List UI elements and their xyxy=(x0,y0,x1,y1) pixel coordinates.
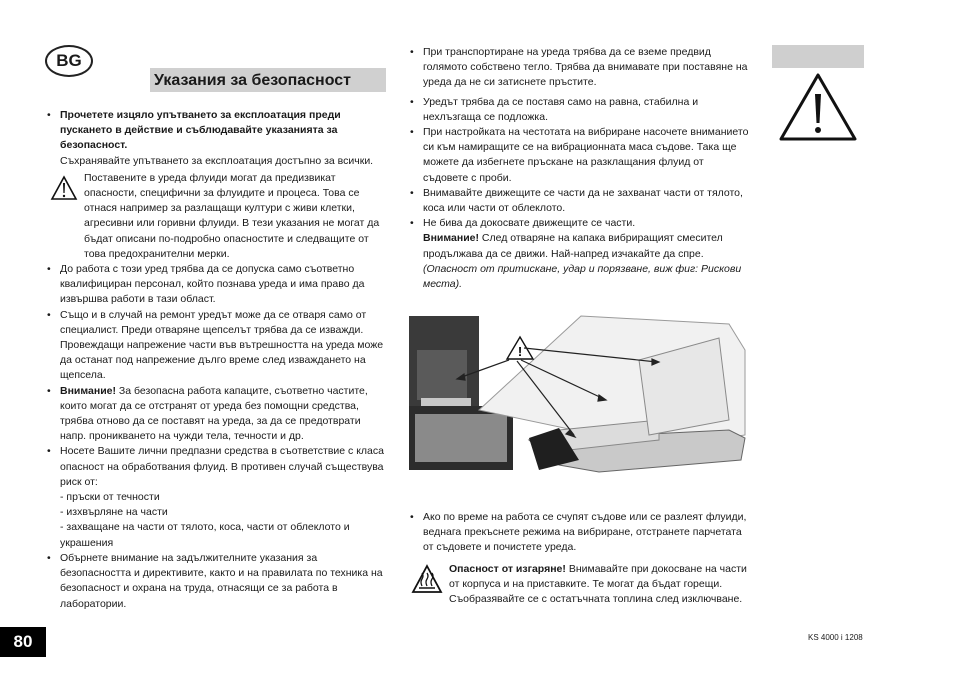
header-tab xyxy=(772,45,864,68)
sub-item: - пръски от течности xyxy=(60,491,160,504)
left-column xyxy=(46,108,386,612)
list-item-text: При транспортиране на уреда трябва да се вземе предвид голямото собствено тегло. Трябва да внимавате при поставяне на уреда да не си затиснете пръстите. xyxy=(423,46,748,89)
list-item-text: Също и в случай на ремонт уредът може да се отваря само от специалист. Преди отваряне щепселът трябва да се изважди. Провеждащи напрежение части във вътрешността на уреда може да останат под напрежение дълго време след изваждането на щепсела. xyxy=(60,308,384,382)
list-item-text: Ако по време на работа се счупят съдове или се разлеят флуиди, веднага прекъснете режима на вибриране, отстранете парчетата от съдовете и почистете уреда. xyxy=(423,511,747,554)
list-item-text: Внимавайте движещите се части да не захванат части от тялото, коса или части от облеклото. xyxy=(423,186,743,215)
svg-text:!: ! xyxy=(517,344,523,359)
warning-block xyxy=(46,171,386,262)
right-lower-column xyxy=(409,510,749,607)
list-item: • До работа с този уред трябва да се допуска само съответно квалифициран персонал, който познава уреда и има право да извършва работи в тази област. xyxy=(47,263,365,306)
hot-warning-text: Внимавайте при докосване на части от корпуса и на приставките. Те могат да бъдат горещи. Съобразявайте се с остатъчната топлина след изключване. xyxy=(449,562,747,606)
list-item: • Не бива да докосвате движещите се части. Внимание! След отваряне на капака вибриращият смесител продължава да се движи. Най-напред изчакайте да спре. (Опасност от притискане, удар и порязване, виж фиг: Рискови места). xyxy=(410,217,742,291)
list-item: • Обърнете внимание на задължителните указания за безопасността и директивите, както и на правилата по техника на безопасност и охрана на труда, отнасящи се за работа в лаборатории. xyxy=(47,551,383,610)
warning-text: Поставените в уреда флуиди могат да предизвикат опасности, специфични за флуидите и процеса. Това се отнася например за разлащащи култури с живи клетки, агресивни или горивни флуиди. В тези указания не могат да бъдат описани по-подробно опасностите и следващите от това предохранителни мерки. xyxy=(84,171,380,260)
list-item-text: До работа с този уред трябва да се допуска само съответно квалифициран персонал, който познава уреда и има право да извършва работи в тази област. xyxy=(60,263,365,306)
list-item: • При транспортиране на уреда трябва да се вземе предвид голямото собствено тегло. Трябва да внимавате при поставяне на уреда да не си затиснете пръстите. xyxy=(410,46,748,89)
list-item-text: Уредът трябва да се поставя само на равна, стабилна и нехлъзгаща се подложка. xyxy=(423,95,699,123)
document-code: KS 4000 i 1208 xyxy=(808,633,863,642)
right-column xyxy=(409,45,749,292)
list-item: • Носете Вашите лични предпазни средства в съответствие с класа опасност на обработвания флуид. В противен случай съществува риск от: xyxy=(47,445,384,488)
sub-item: - изхвърляне на части xyxy=(60,506,168,519)
list-item: • Ако по време на работа се счупят съдове или се разлеят флуиди, веднага прекъснете режима на вибриране, отстранете парчетата от съдовете и почистете уреда. xyxy=(410,511,747,554)
list-item: • Също и в случай на ремонт уредът може да се отваря само от специалист. Преди отваряне щепселът трябва да се изважди. Провеждащи напрежение части във вътрешността на уреда може да останат под напрежение дълго време след изваждането на щепсела. xyxy=(47,308,384,382)
page-number: 80 xyxy=(0,627,46,657)
list-item-text: За безопасна работа капаците, съответно частите, които могат да се отстранят от уреда без помощни средства, трябва отново да се поставят на уреда, за да се предотврати напр. проникването на чужди тела, течности и др. xyxy=(60,384,368,443)
list-item: • Внимание! За безопасна работа капаците, съответно частите, които могат да се отстранят от уреда без помощни средства, трябва отново да се поставят на уреда, за да се предотврати напр. проникването на чужди тела, течности и др. xyxy=(47,384,368,443)
list-item: • При настройката на честотата на вибриране насочете вниманието си към намиращите се на вибрационната маса съдове. Така ще можете да избегнете пръскане на разклащания флуид от съдовете с проби. xyxy=(410,126,749,184)
section-title: Указания за безопасност xyxy=(150,68,386,92)
warning-triangle-icon xyxy=(778,72,858,142)
sub-item: - захващане на части от тялото, коса, части от облеклото и украшения xyxy=(60,521,350,549)
instruction-bold: Прочетете изцяло упътването за експлоатация преди пускането в действие и съблюдавайте указанията за безопасност. xyxy=(60,109,341,152)
hot-warning-label: Опасност от изгаряне! xyxy=(449,562,566,575)
language-badge-label: BG xyxy=(56,51,82,70)
device-figure xyxy=(409,310,747,500)
list-item-text: След отваряне на капака вибриращият смесител продължава да се движи. Най-напред изчакайте да спре. xyxy=(423,232,723,260)
figure-reference: (Опасност от притискане, удар и порязване, виж фиг: Рискови места). xyxy=(423,262,742,291)
list-item: • Внимавайте движещите се части да не захванат части от тялото, коса или части от облеклото. xyxy=(410,186,743,215)
list-item-text: Носете Вашите лични предпазни средства в съответствие с класа опасност на обработвания флуид. В противен случай съществува риск от: xyxy=(60,445,384,488)
hot-surface-icon xyxy=(411,564,443,594)
instruction-text: Съхранявайте упътването за експлоатация достъпно за всички. xyxy=(60,154,374,167)
hot-surface-block xyxy=(409,562,749,608)
list-item-text: Обърнете внимание на задължителните указания за безопасността и директивите, както и на правилата по техника на безопасност и охрана на труда, отнасящи се за работа в лаборатории. xyxy=(60,551,383,610)
list-item-text: Не бива да докосвате движещите се части. xyxy=(423,217,636,230)
attention-label: Внимание! xyxy=(423,232,479,245)
language-badge xyxy=(45,45,93,77)
list-item: • Уредът трябва да се поставя само на равна, стабилна и нехлъзгаща се подложка. xyxy=(410,95,699,123)
list-item-text: При настройката на честотата на вибриране насочете вниманието си към намиращите се на вибрационната маса съдове. Така ще можете да избегнете пръскане на разклащания флуид от съдовете с проби. xyxy=(423,126,749,184)
list-item: • Прочетете изцяло упътването за експлоатация преди пускането в действие и съблюдавайте указанията за безопасност. Съхранявайте упътването за експлоатация достъпно за всички. xyxy=(47,109,374,167)
warning-triangle-icon xyxy=(50,175,78,201)
attention-label: Внимание! xyxy=(60,384,116,397)
